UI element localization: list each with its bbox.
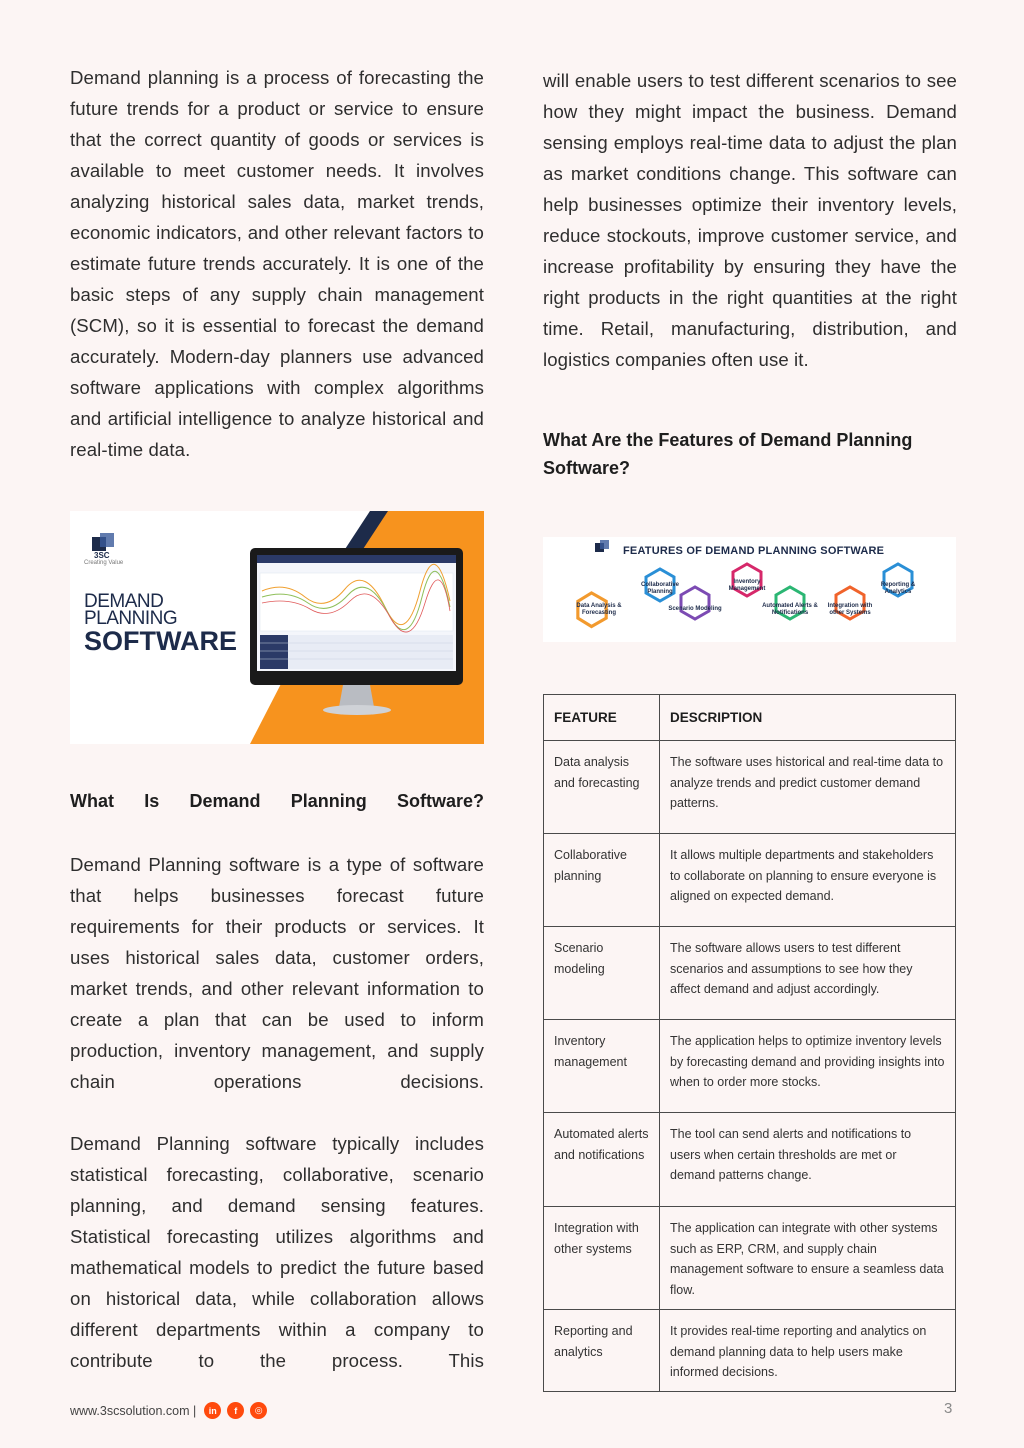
instagram-icon[interactable]: ◎	[250, 1402, 267, 1419]
section-heading-what-is: What Is Demand Planning Software?	[70, 791, 484, 811]
table-header-row	[544, 695, 956, 741]
description-cell: The tool can send alerts and notifications to users when certain thresholds are met or demand patterns change.	[660, 1113, 956, 1207]
hero-title-line1: DEMAND PLANNING	[84, 591, 178, 629]
continuation-paragraph: will enable users to test different scenarios to see how they might impact the business. Demand sensing employs real-time data to adjust the plan as market conditions change. This software can help businesses optimize their inventory levels, reduce stockouts, improve customer service, and increase profitability by ensuring they have the right products in the right quantities at the right time. Retail, manufacturing, distribution, and logistics companies often use it.	[543, 70, 957, 370]
description-cell: The software allows users to test different scenarios and assumptions to see how they affect demand and adjust accordingly.	[660, 927, 956, 1020]
feature-cell: Reporting and analytics	[544, 1309, 660, 1391]
hex-label-scenario: Scenario Modeling	[668, 606, 722, 612]
definition-paragraph: Demand Planning software is a type of software that helps businesses forecast future requirements for their products or services. It uses historical sales data, customer orders, market trends, and other relevant information to create a plan that can be used to inform production, inventory management, and supply chain operations decisions.	[70, 854, 484, 1092]
table-header-description: DESCRIPTION	[660, 695, 956, 741]
table-row	[544, 1207, 956, 1310]
table-header-feature: FEATURE	[544, 695, 660, 741]
footer-url[interactable]: www.3scsolution.com |	[70, 1403, 197, 1418]
facebook-icon[interactable]: f	[227, 1402, 244, 1419]
table-row	[544, 834, 956, 927]
feature-cell: Inventory management	[544, 1020, 660, 1113]
feature-cell: Scenario modeling	[544, 927, 660, 1020]
features-banner	[543, 537, 956, 642]
description-cell: It provides real-time reporting and analytics on demand planning data to help users make informed decisions.	[660, 1309, 956, 1391]
hex-label-data-analysis: Data Analysis & Forecasting	[576, 603, 622, 616]
features-table	[543, 694, 956, 1392]
table-row	[544, 1020, 956, 1113]
feature-cell: Automated alerts and notifications	[544, 1113, 660, 1207]
description-cell: The application can integrate with other systems such as ERP, CRM, and supply chain management software to ensure a seamless data flow.	[660, 1207, 956, 1310]
hex-label-collaborative: Collaborative Planning	[640, 582, 679, 595]
section-heading-features: What Are the Features of Demand Planning Software?	[543, 430, 913, 478]
description-cell: The application helps to optimize inventory levels by forecasting demand and providing insights into when to order more stocks.	[660, 1020, 956, 1113]
description-cell: It allows multiple departments and stakeholders to collaborate on planning to ensure everyone is aligned on expected demand.	[660, 834, 956, 927]
table-row	[544, 927, 956, 1020]
hex-label-reporting: Reporting & Analytics	[880, 582, 916, 595]
hex-label-inventory: Inventory Management	[728, 579, 766, 592]
features-banner-title: FEATURES OF DEMAND PLANNING SOFTWARE	[623, 545, 885, 557]
feature-cell: Integration with other systems	[544, 1207, 660, 1310]
page-number: 3	[944, 1400, 953, 1417]
feature-cell: Data analysis and forecasting	[544, 741, 660, 834]
footer	[70, 1402, 267, 1419]
linkedin-icon[interactable]: in	[204, 1402, 221, 1419]
table-row	[544, 741, 956, 834]
table-row	[544, 1113, 956, 1207]
description-cell: The software uses historical and real-time data to analyze trends and predict customer demand patterns.	[660, 741, 956, 834]
feature-cell: Collaborative planning	[544, 834, 660, 927]
right-column	[543, 65, 957, 482]
hero-image: 3SC Creating Value DEMAND PLANNING SOFTWARE	[70, 511, 484, 744]
table-row	[544, 1309, 956, 1391]
left-column	[70, 62, 484, 465]
left-column-lower	[70, 787, 484, 1376]
features-intro-paragraph: Demand Planning software typically includes statistical forecasting, collaborative, scenario planning, and demand sensing features. Statistical forecasting utilizes algorithms and mathematical models to predict the future based on historical data, while collaboration allows different departments within a company to contribute to the process. This	[70, 1133, 484, 1371]
hex-label-alerts: Automated Alerts & Notifications	[762, 603, 818, 616]
intro-paragraph: Demand planning is a process of forecasting the future trends for a product or service to ensure that the correct quantity of goods or services is available to meet customer needs. It involves analyzing historical sales data, market trends, economic indicators, and other relevant factors to estimate future trends accurately. It is one of the basic steps of any supply chain management (SCM), so it is essential to forecast the demand accurately. Modern-day planners use advanced software applications with complex algorithms and artificial intelligence to analyze historical and real-time data.	[70, 67, 484, 460]
hex-label-integration: Integration with other Systems	[827, 603, 873, 616]
hero-title-line3: SOFTWARE	[84, 626, 237, 656]
